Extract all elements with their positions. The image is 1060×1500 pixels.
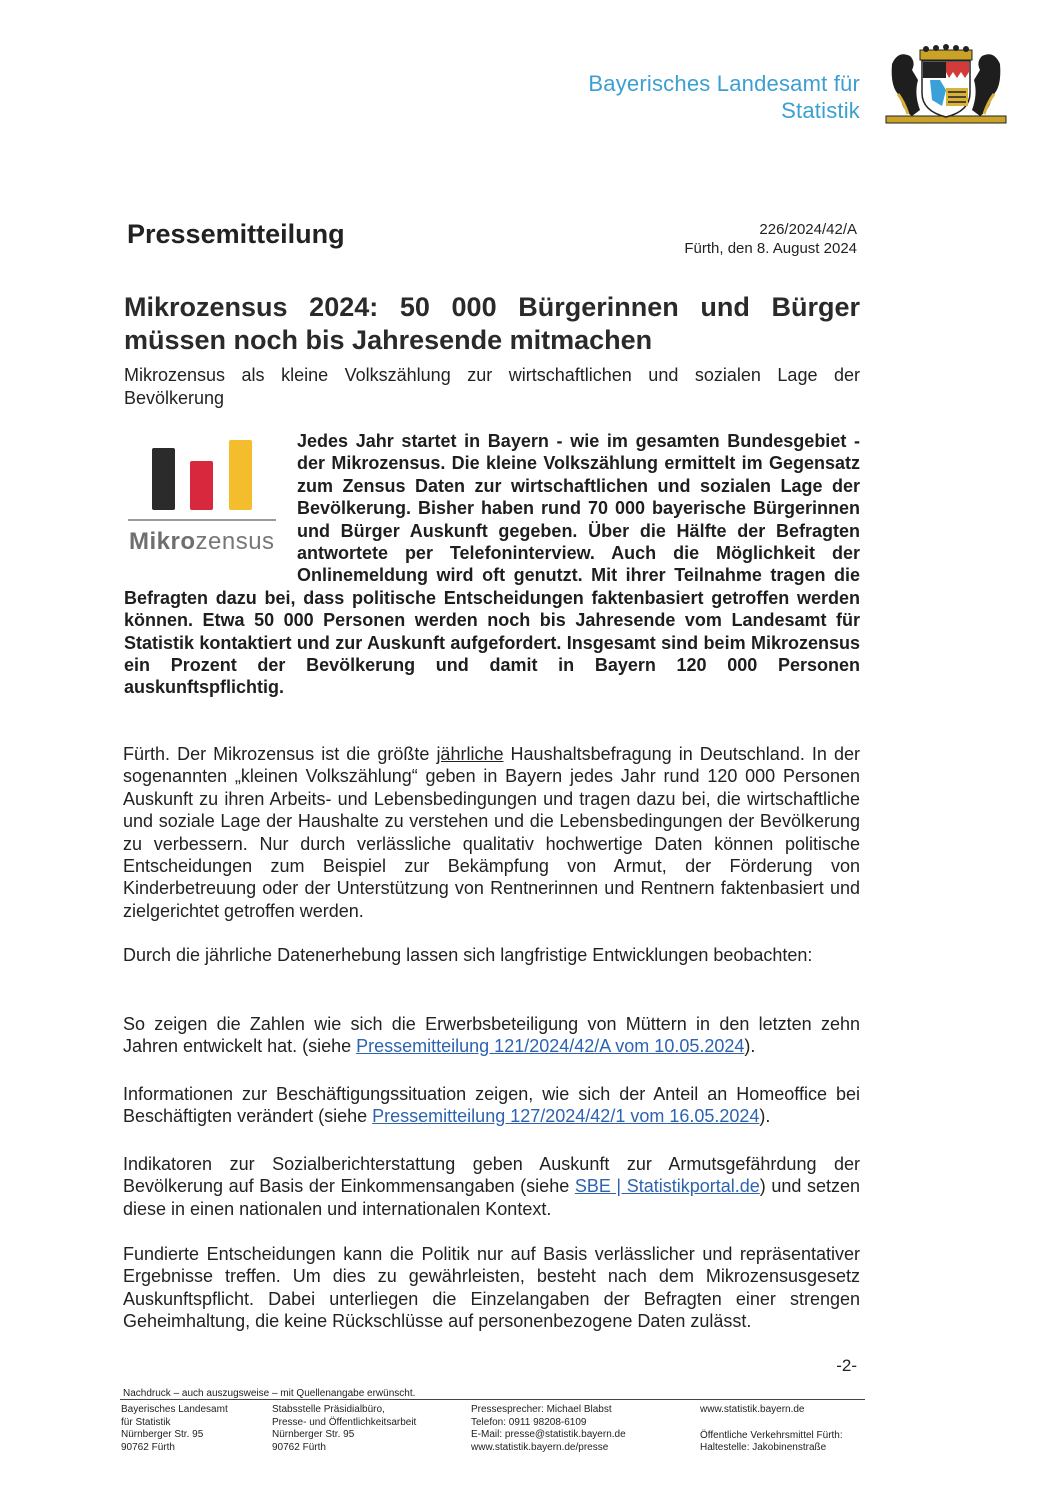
body-paragraph-6: Fundierte Entscheidungen kann die Politik nur auf Basis verlässlicher und repräsentativer Ergebnisse treffen. Um dies zu gewährleisten, besteht nach dem Mikrozensusgesetz Auskunftspflicht. Dabei unterliegen die Einzelangaben der Befragten einer strengen Geheimhaltung, die keine Rückschlüsse auf personenbezogene Daten zulässt. <box>123 1244 860 1332</box>
footer-line: Stabsstelle Präsidialbüro, <box>272 1404 385 1415</box>
org-name-line1: Bayerisches Landesamt für <box>588 71 860 96</box>
p1-underlined-word: jährliche <box>436 744 504 764</box>
p1-text-start: Fürth. Der Mikrozensus ist die größte <box>123 744 437 764</box>
footer-line: Nürnberger Str. 95 <box>121 1429 204 1440</box>
p3-text-start: So zeigen die Zahlen wie sich die Erwerbsbeteiligung von Müttern in den letzten zehn Jahren entwickelt hat. (siehe <box>123 1014 860 1057</box>
logo-rule <box>128 519 276 521</box>
footer-line: 90762 Fürth <box>272 1441 326 1453</box>
footer-transport-stop: Haltestelle: Jakobinenstraße <box>700 1442 827 1453</box>
page-number: -2- <box>836 1356 857 1375</box>
link-press-release-127[interactable]: Pressemitteilung 127/2024/42/1 vom 16.05.2024 <box>372 1106 760 1127</box>
p5-text-start: Indikatoren zur Sozialberichterstattung geben Auskunft zur Armutsgefährdung der Bevölkerung auf Basis der Einkommensangaben (siehe <box>123 1154 860 1197</box>
footer-website: www.statistik.bayern.de <box>700 1404 805 1415</box>
p1-text-end: Haushaltsbefragung in Deutschland. In der sogenannten „kleinen Volkszählung“ geben in Bayern jedes Jahr rund 120 000 Personen Auskunft zu ihren Arbeits- und Lebensbedingungen und tragen dazu bei, die wirtschaftliche und soziale Lage der Haushalte zu verstehen und die Lebensbedingungen der Bevölkerung zu verbessern. Nur durch verlässliche qualitativ hochwertige Daten können politische Entscheidungen zum Beispiel zur Bekämpfung von Armut, der Förderung von Kinderbetreuung oder der Unterstützung von Rentnerinnen und Rentnern faktenbasiert und zielgerichtet getroffen werden. <box>123 744 860 921</box>
body-paragraph-1 <box>123 743 860 922</box>
body-paragraph-3 <box>123 1013 860 1058</box>
p3-text-end: ). <box>744 1036 756 1057</box>
organization-name <box>588 70 860 124</box>
footer-line: Nürnberger Str. 95 <box>272 1429 355 1440</box>
lead-text: Jedes Jahr startet in Bayern - wie im gesamten Bundesgebiet - der Mikrozensus. Die kleine Volkszählung ermittelt im Gegensatz zum Zensus Daten zur wirtschaftlichen und sozialen Lage der Bevölkerung. Bisher haben rund 70 000 bayerische Bürgerinnen und Bürger Auskunft gegeben. Über die Hälfte der Befragten antwortete per Telefoninterview. Auch die Möglichkeit der Onlinemeldung wird oft genutzt. Mit ihrer Teilnahme tragen die Befragten dazu bei, dass politische Entscheidungen faktenbasiert getroffen werden können. Etwa 50 000 Personen werden noch bis Jahresende vom Landesamt für Statistik kontaktiert und zur Auskunft aufgefordert. Insgesamt sind beim Mikrozensus ein Prozent der Bevölkerung und damit in Bayern 120 000 Personen auskunftspflichtig. <box>124 431 860 698</box>
body-paragraph-4 <box>123 1083 860 1128</box>
footer-address-office <box>121 1404 228 1454</box>
footer-phone: Telefon: 0911 98208-6109 <box>471 1416 587 1428</box>
mikrozensus-logo <box>128 440 278 560</box>
p4-text-start: Informationen zur Beschäftigungssituation zeigen, wie sich der Anteil an Homeoffice bei Beschäftigten verändert (siehe <box>123 1084 860 1127</box>
logo-bar-black <box>152 448 175 510</box>
footer-transport-label: Öffentliche Verkehrsmittel Fürth: <box>700 1429 843 1441</box>
link-sbe-statistikportal[interactable]: SBE | Statistikportal.de <box>574 1176 760 1197</box>
footer-spokesperson: Pressesprecher: Michael Blabst <box>471 1404 612 1415</box>
document-type-title: Pressemitteilung <box>127 219 345 249</box>
press-meta <box>684 220 857 258</box>
footer-address-press-office <box>272 1404 416 1454</box>
footer-email: E-Mail: presse@statistik.bayern.de <box>471 1429 626 1440</box>
p5-text-end: ) und setzen diese in einen nationalen und internationalen Kontext. <box>123 1176 861 1219</box>
logo-wordmark <box>129 528 275 556</box>
logo-bar-red <box>190 461 213 510</box>
press-number: 226/2024/42/A <box>759 221 857 238</box>
logo-word-bold: Mikro <box>129 528 196 555</box>
body-paragraph-2: Durch die jährliche Datenerhebung lassen sich langfristige Entwicklungen beobachten: <box>123 945 813 965</box>
bavarian-coat-of-arms-icon <box>882 44 1010 126</box>
reprint-note: Nachdruck – auch auszugsweise – mit Quellenangabe erwünscht. <box>123 1388 416 1399</box>
footer-press-contact <box>471 1404 626 1454</box>
footer-press-url: www.statistik.bayern.de/presse <box>471 1441 609 1453</box>
press-date: Fürth, den 8. August 2024 <box>684 240 857 257</box>
footer-divider <box>120 1399 865 1400</box>
headline: Mikrozensus 2024: 50 000 Bürgerinnen und Bürger müssen noch bis Jahresende mitmachen <box>124 292 860 355</box>
body-paragraph-5 <box>123 1153 860 1220</box>
footer-line: 90762 Fürth <box>121 1441 175 1453</box>
footer-gap <box>700 1417 843 1430</box>
link-press-release-121[interactable]: Pressemitteilung 121/2024/42/A vom 10.05.2024 <box>356 1036 745 1057</box>
footer-line: Bayerisches Landesamt <box>121 1404 228 1415</box>
logo-word-light: zensus <box>195 528 275 555</box>
footer-web-transport <box>700 1404 843 1455</box>
subheadline: Mikrozensus als kleine Volkszählung zur wirtschaftlichen und sozialen Lage der Bevölkerung <box>124 365 860 408</box>
org-name-line2: Statistik <box>781 98 860 123</box>
p4-text-end: ). <box>759 1106 771 1127</box>
logo-bar-gold <box>229 440 252 510</box>
footer-line: für Statistik <box>121 1416 171 1428</box>
footer-line: Presse- und Öffentlichkeitsarbeit <box>272 1416 417 1428</box>
